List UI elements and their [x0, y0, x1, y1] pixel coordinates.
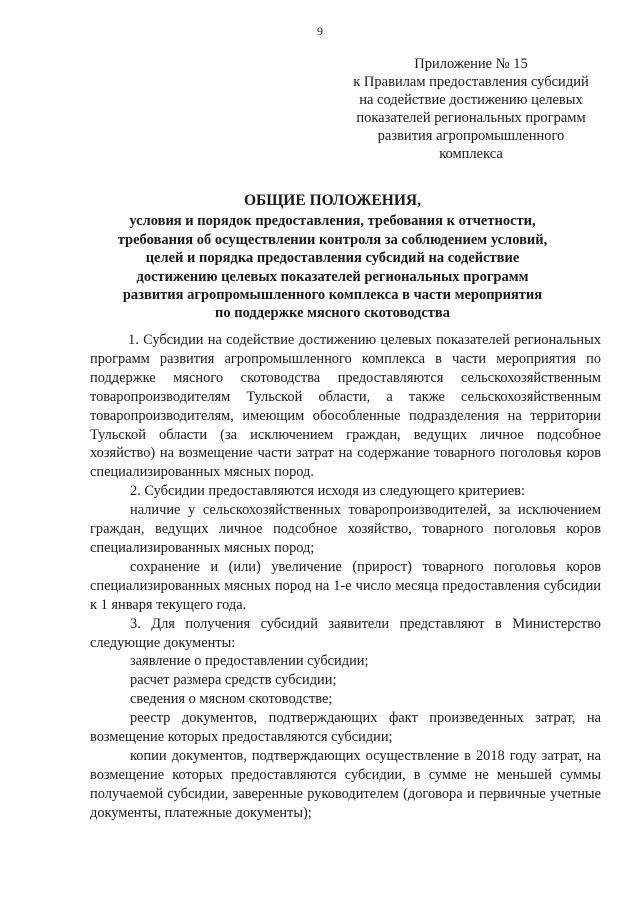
criterion-item: сохранение и (или) увеличение (прирост) товарного поголовья коров специализированных мясных пород на 1-е число месяца предоставления субсидии к 1 января текущего года. [90, 558, 601, 613]
appendix-reference [336, 55, 606, 163]
document-title [95, 192, 570, 323]
criterion-item: наличие у сельскохозяйственных товаропроизводителей, за исключением граждан, ведущих личное подсобное хозяйство, товарного поголовья коров специализированных мясных пород; [90, 502, 601, 556]
document-item: сведения о мясном скотоводстве; [130, 691, 333, 708]
paragraph-2: 2. Субсидии предоставляются исходя из следующего критериев: [130, 483, 525, 500]
document-body [90, 331, 601, 823]
title-line: по поддержке мясного скотоводства [214, 305, 451, 322]
title-line: целей и порядка предоставления субсидий на содействие [145, 250, 520, 267]
document-item: копии документов, подтверждающих осуществление в 2018 году затрат, на возмещение которых предоставляются субсидии, в сумме не меньшей суммы получаемой субсидии, заверенные руководителем (договора и первичные учетные документы, платежные документы); [90, 747, 601, 821]
title-line: требования об осуществлении контроля за соблюдением условий, [117, 231, 548, 248]
page-number: 9 [317, 24, 323, 38]
appendix-line: к Правилам предоставления субсидий [353, 74, 589, 90]
appendix-line: показателей региональных программ [356, 110, 586, 126]
document-item: реестр документов, подтверждающих факт произведенных затрат, на возмещение которых предоставляются субсидии; [90, 710, 601, 746]
title-line: условия и порядок предоставления, требования к отчетности, [129, 213, 536, 230]
title-line: развития агропромышленного комплекса в части мероприятия [122, 287, 543, 304]
main-title: ОБЩИЕ ПОЛОЖЕНИЯ, [243, 192, 421, 209]
title-line: достижению целевых показателей региональных программ [136, 268, 529, 285]
paragraph-1: 1. Субсидии на содействие достижению целевых показателей региональных программ развития агропромышленного комплекса в части мероприятия по поддержке мясного скотоводства предоставляются сельскохозяйственным товаропроизводителям Тульской области, а также сельскохозяйственным товаропроизводителям, имеющим обособленные подразделения на территории Тульской области (за исключением граждан, ведущих личное подсобное хозяйство) на возмещение части затрат на содержание товарного поголовья коров специализированных мясных пород. [90, 332, 601, 481]
appendix-line: Приложение № 15 [414, 56, 528, 72]
document-item: заявление о предоставлении субсидии; [130, 653, 369, 670]
paragraph-3: 3. Для получения субсидий заявители представляют в Министерство следующие документы: [90, 615, 601, 651]
appendix-line: на содействие достижению целевых [359, 92, 583, 108]
document-item: расчет размера средств субсидии; [130, 672, 337, 689]
appendix-line: комплекса [439, 146, 503, 162]
appendix-line: развития агропромышленного [377, 128, 565, 144]
